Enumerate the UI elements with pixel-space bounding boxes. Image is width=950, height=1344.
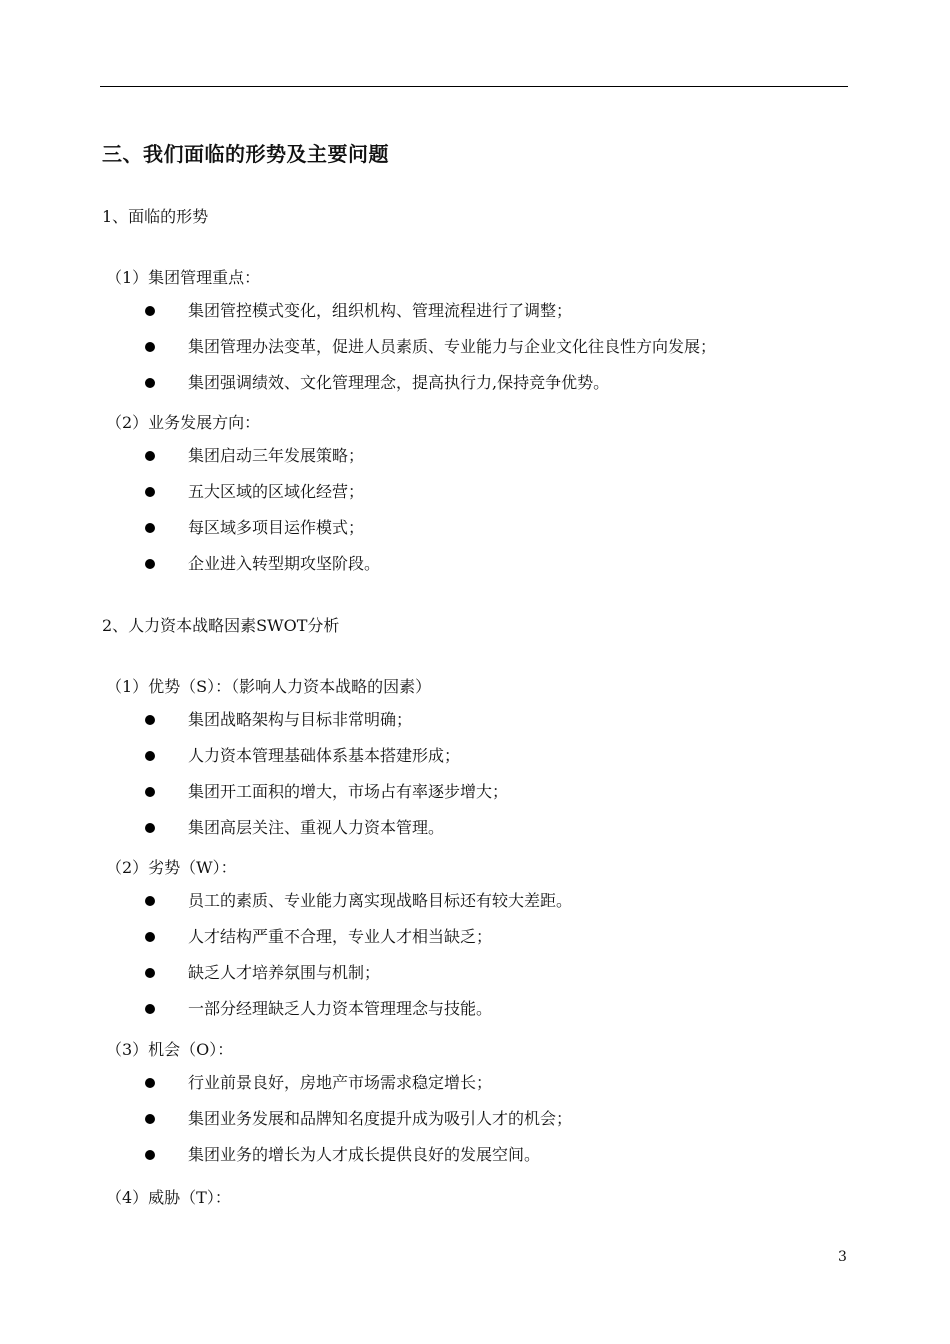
group-label: （1）优势（S）：（影响人力资本战略的因素） [106,677,432,696]
bullet-icon [145,1004,155,1014]
group-label: （4）威胁（T）： [106,1188,231,1207]
bullet-icon [145,378,155,388]
bullet-icon [145,823,155,833]
group-label: （2）业务发展方向： [106,413,261,432]
bullet-icon [145,451,155,461]
bullet-icon [145,751,155,761]
bullet-icon [145,1150,155,1160]
section-title: 三、我们面临的形势及主要问题 [102,142,389,166]
header-rule [100,86,848,87]
bullet-icon [145,787,155,797]
bullet-icon [145,487,155,497]
bullet-icon [145,1078,155,1088]
group-label: （2）劣势（W）： [106,858,237,877]
group-label: （3）机会（O）： [106,1040,234,1059]
bullet-icon [145,896,155,906]
bullet-icon [145,932,155,942]
bullet-icon [145,968,155,978]
bullet-icon [145,306,155,316]
subsection-heading-1: 1、面临的形势 [102,207,209,226]
subsection-heading-2: 2、人力资本战略因素SWOT分析 [102,616,340,635]
bullet-icon [145,523,155,533]
group-label: （1）集团管理重点： [106,268,261,287]
bullet-icon [145,1114,155,1124]
bullet-icon [145,715,155,725]
bullet-icon [145,342,155,352]
page-number: 3 [838,1249,847,1265]
bullet-icon [145,559,155,569]
